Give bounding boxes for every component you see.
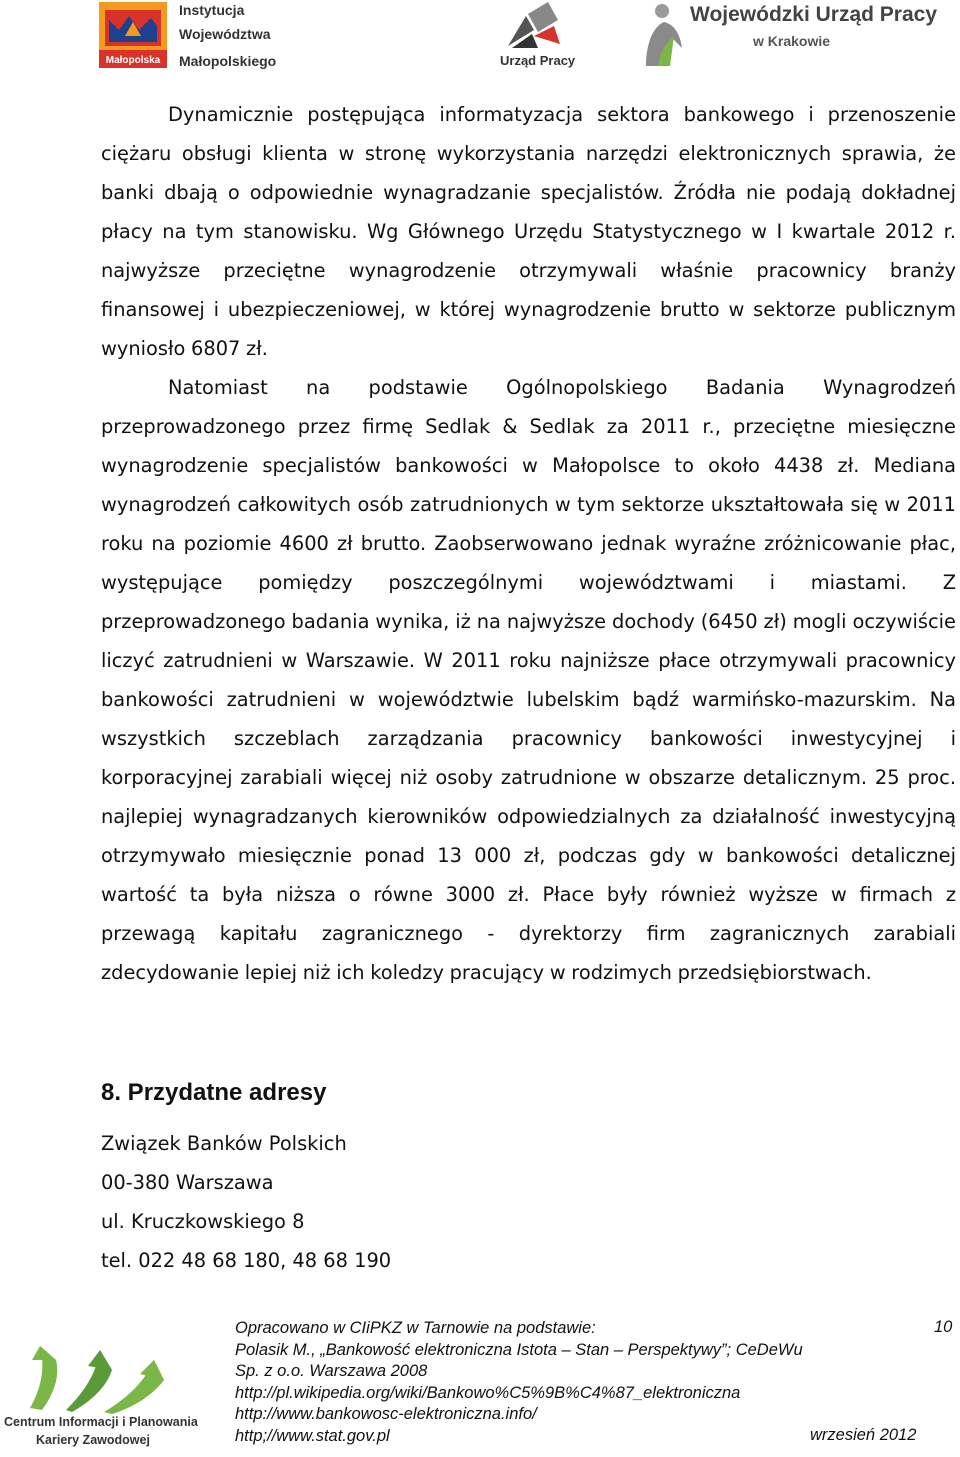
urzad-pracy-symbol-icon xyxy=(504,2,564,52)
paragraph-2: Natomiast na podstawie Ogólnopolskiego Badania Wynagrodzeń przeprowadzonego przez firmę Sedlak & Sedlak za 2011 r., przeciętne miesięczne wynagrodzenie specjalistów bankowości w Małopolsce to około 4438 zł. Mediana wynagrodzeń całkowitych osób zatrudnionych w tym sektorze ukształtowała się w 2011 roku na poziomie 4600 zł brutto. Zaobserwowano jednak wyraźne zróżnicowanie płac, występujące pomiędzy poszczególnymi województwami i miastami. Z przeprowadzonego badania wynika, iż na najwyższe dochody (6450 zł) mogli oczywiście liczyć zatrudnieni w Warszawie. W 2011 roku najniższe płace otrzymywali pracownicy bankowości zatrudnieni w województwie lubelskim bądź warmińsko-mazurskim. Na wszystkich szczeblach zarządzania pracownicy bankowości inwestycyjnej i korporacyjnej zarabiali więcej niż osoby zatrudnione w obszarze detalicznym. 25 proc. najlepiej wynagradzanych kierowników odpowiedzialnych za działalność inwestycyjną otrzymywało miesięcznie ponad 13 000 zł, podczas gdy w bankowości detalicznej wartość ta była niższa o równe 3000 zł. Płace były również wyższe w firmach z przewagą kapitału zagranicznego - dyrektorzy firm zagranicznych zarabiali zdecydowanie lepiej niż ich koledzy pracujący w rodzimych przedsiębiorstwach. xyxy=(101,376,956,984)
address-line-city: 00-380 Warszawa xyxy=(101,1171,274,1194)
address-line-organization: Związek Banków Polskich xyxy=(101,1132,347,1155)
logo-urzad-pracy xyxy=(494,2,624,72)
page-number: 10 xyxy=(934,1318,953,1336)
section-heading: 8. Przydatne adresy xyxy=(101,1079,327,1106)
ciipkz-line-2: Kariery Zawodowej xyxy=(36,1433,150,1447)
wup-figure-icon xyxy=(640,2,688,68)
address-line-street: ul. Kruczkowskiego 8 xyxy=(101,1210,305,1233)
wup-title: Wojewódzki Urząd Pracy xyxy=(690,3,938,26)
logo-wojewodzki-urzad-pracy xyxy=(640,2,950,72)
logo-badge-text: Małopolska xyxy=(105,55,161,66)
page-header xyxy=(0,0,960,80)
urzad-pracy-text: Urząd Pracy xyxy=(500,53,576,68)
source-link-stat-gov[interactable]: http;//www.stat.gov.pl xyxy=(235,1426,390,1445)
logo-instytucja-wojewodztwa xyxy=(99,2,299,70)
source-link-bankowosc[interactable]: http://www.bankowosc-elektroniczna.info/ xyxy=(235,1405,537,1423)
address-line-phone: tel. 022 48 68 180, 48 68 190 xyxy=(101,1249,392,1272)
logo-line-2: Województwa xyxy=(179,26,271,42)
logo-line-3: Małopolskiego xyxy=(179,53,277,69)
paragraph-1: Dynamicznie postępująca informatyzacja sektora bankowego i przenoszenie ciężaru obsługi klienta w stronę wykorzystania narzędzi elektronicznych sprawia, że banki dbają o odpowiednie wynagradzanie specjalistów. Źródła nie podają dokładnej płacy na tym stanowisku. Wg Głównego Urzędu Statystycznego w I kwartale 2012 r. najwyższe przeciętne wynagrodzenie otrzymywali właśnie pracownicy branży finansowej i ubezpieczeniowej, w której wynagrodzenie brutto w sektorze publicznym wyniosło 6807 zł. xyxy=(101,103,956,360)
ciipkz-line-1: Centrum Informacji i Planowania xyxy=(4,1415,198,1429)
source-link-wikipedia[interactable]: http://pl.wikipedia.org/wiki/Bankowo%C5%9B%C4%87_elektroniczna xyxy=(235,1383,741,1402)
main-content xyxy=(101,95,956,992)
logo-line-1: Instytucja xyxy=(179,2,245,18)
footer-logo-ciipkz xyxy=(0,1330,198,1455)
wup-subtitle: w Krakowie xyxy=(753,33,831,49)
source-line-3: Sp. z o.o. Warszawa 2008 xyxy=(235,1362,428,1380)
footer-date: wrzesień 2012 xyxy=(810,1426,917,1444)
address-block xyxy=(101,1124,391,1280)
source-line-1: Opracowano w CIiPKZ w Tarnowie na podstawie: xyxy=(235,1319,596,1337)
ciipkz-arrows-icon xyxy=(20,1330,170,1414)
malopolska-logo-icon xyxy=(99,2,167,68)
source-line-2: Polasik M., „Bankowość elektroniczna Istota – Stan – Perspektywy”; CeDeWu xyxy=(235,1340,803,1359)
